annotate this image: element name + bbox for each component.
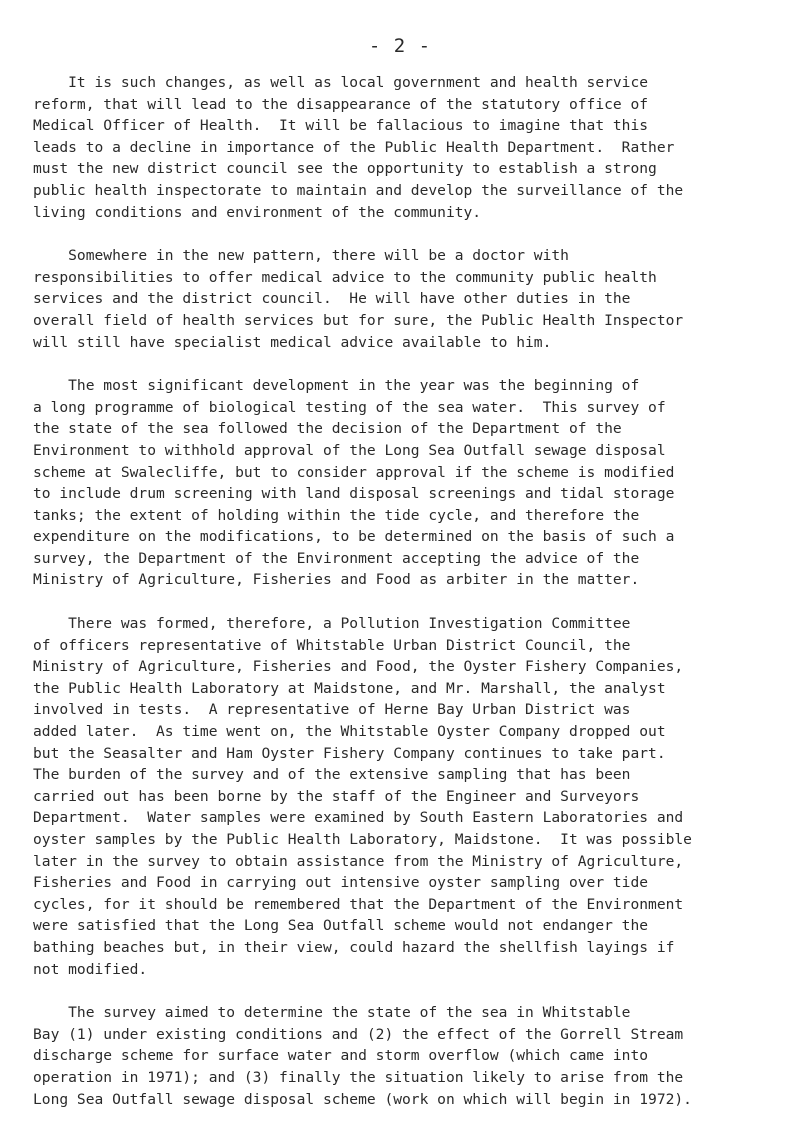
text-line: oyster samples by the Public Health Laboratory, Maidstone. It was possible — [33, 831, 692, 848]
text-line: added later. As time went on, the Whitstable Oyster Company dropped out — [33, 723, 666, 741]
text-line: tanks; the extent of holding within the tide cycle, and therefore the — [33, 506, 640, 524]
text-line: overall field of health services but for sure, the Public Health Inspector — [33, 311, 684, 329]
text-line: Ministry of Agriculture, Fisheries and Food, the Oyster Fishery Companies, — [33, 658, 684, 676]
text-line: carried out has been borne by the staff of the Engineer and Surveyors — [33, 787, 640, 805]
text-line: expenditure on the modifications, to be determined on the basis of such a — [33, 528, 675, 546]
text-line: to include drum screening with land disposal screenings and tidal storage — [33, 485, 675, 503]
text-line: Department. Water samples were examined by South Eastern Laboratories and — [33, 809, 684, 827]
text-line: Environment to withhold approval of the Long Sea Outfall sewage disposal — [33, 441, 666, 459]
text-line: Somewhere in the new pattern, there will be a doctor with — [33, 247, 569, 265]
text-line: Bay (1) under existing conditions and (2) the effect of the Gorrell Stream — [33, 1025, 684, 1043]
paragraph-4 — [33, 613, 778, 980]
text-line: but the Seasalter and Ham Oyster Fishery Company continues to take part. — [33, 744, 666, 762]
text-line: survey, the Department of the Environment accepting the advice of the — [33, 549, 640, 567]
text-line: services and the district council. He will have other duties in the — [33, 290, 631, 308]
text-line: living conditions and environment of the community. — [33, 203, 482, 221]
text-line: were satisfied that the Long Sea Outfall scheme would not endanger the — [33, 917, 649, 935]
text-line: of officers representative of Whitstable Urban District Council, the — [33, 636, 631, 654]
text-line: later in the survey to obtain assistance from the Ministry of Agriculture, — [33, 852, 684, 870]
text-line: will still have specialist medical advice available to him. — [33, 333, 552, 351]
text-line: Ministry of Agriculture, Fisheries and Food as arbiter in the matter. — [33, 571, 640, 589]
text-line: must the new district council see the opportunity to establish a strong — [33, 160, 657, 178]
paragraph-3 — [33, 375, 778, 591]
text-line: public health inspectorate to maintain and develop the surveillance of the — [33, 181, 684, 199]
text-line: the Public Health Laboratory at Maidstone, and Mr. Marshall, the analyst — [33, 679, 666, 697]
body-text — [33, 72, 778, 1132]
text-line: responsibilities to offer medical advice to the community public health — [33, 268, 657, 286]
text-line: Long Sea Outfall sewage disposal scheme (work on which will begin in 1972). — [33, 1090, 692, 1108]
text-line: the state of the sea followed the decision of the Department of the — [33, 420, 622, 438]
text-line: operation in 1971); and (3) finally the situation likely to arise from the — [33, 1068, 684, 1086]
text-line: The burden of the survey and of the extensive sampling that has been — [33, 766, 631, 784]
text-line: There was formed, therefore, a Pollution Investigation Committee — [33, 615, 631, 633]
text-line: reform, that will lead to the disappearance of the statutory office of — [33, 95, 649, 113]
text-line: not modified. — [33, 960, 148, 978]
text-line: The most significant development in the year was the beginning of — [33, 377, 640, 395]
page-number: - 2 - — [368, 35, 432, 57]
text-line: leads to a decline in importance of the Public Health Department. Rather — [33, 138, 675, 156]
paragraph-5 — [33, 1002, 778, 1110]
paragraph-1 — [33, 72, 778, 223]
text-line: cycles, for it should be remembered that the Department of the Environment — [33, 895, 684, 913]
text-line: Medical Officer of Health. It will be fallacious to imagine that this — [33, 117, 649, 135]
text-line: a long programme of biological testing of the sea water. This survey of — [33, 398, 666, 416]
text-line: involved in tests. A representative of Herne Bay Urban District was — [33, 701, 631, 719]
text-line: discharge scheme for surface water and storm overflow (which came into — [33, 1047, 649, 1065]
paragraph-2 — [33, 245, 778, 353]
text-line: scheme at Swalecliffe, but to consider approval if the scheme is modified — [33, 463, 675, 481]
text-line: Fisheries and Food in carrying out intensive oyster sampling over tide — [33, 874, 649, 892]
text-line: The survey aimed to determine the state of the sea in Whitstable — [33, 1004, 631, 1022]
text-line: It is such changes, as well as local government and health service — [33, 74, 649, 91]
text-line: bathing beaches but, in their view, could hazard the shellfish layings if — [33, 938, 675, 956]
